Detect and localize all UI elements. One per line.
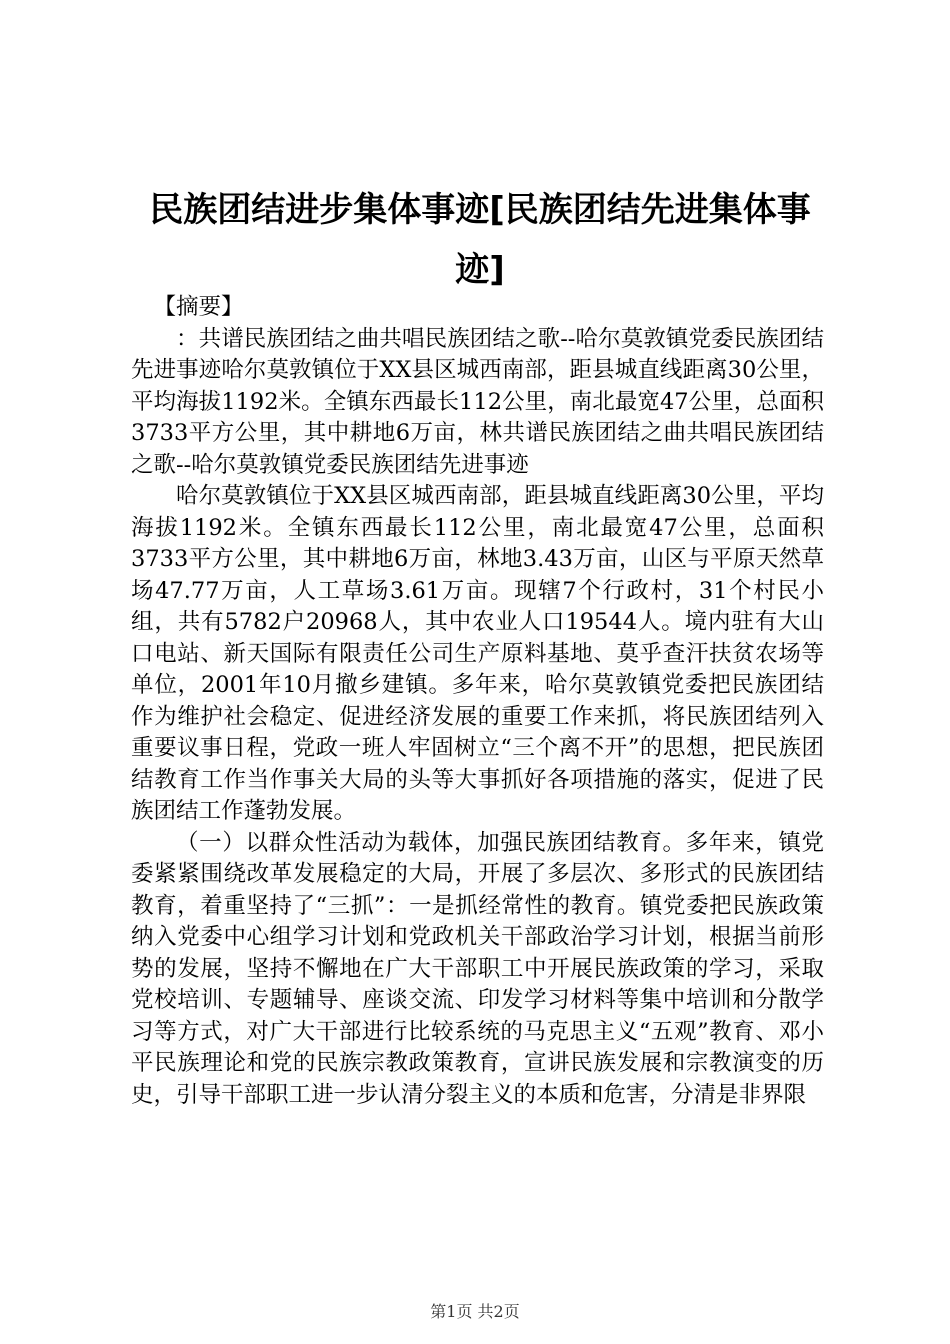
abstract-label: 【摘要】 bbox=[153, 294, 244, 320]
abstract-text: ：共谱民族团结之曲共唱民族团结之歌--哈尔莫敦镇党委民族团结先进事迹哈尔莫敦镇位于XX县区城西南部，距县城直线距离30公里，平均海拔1192米。全镇东西最长112公里，南北最宽47公里，总面积3733平方公里，其中耕地6万亩，林共谱民族团结之曲共唱民族团结之歌--哈尔莫敦镇党委民族团结先进事迹 bbox=[131, 325, 824, 478]
document-title: 民族团结进步集体事迹[民族团结先进集体事迹] bbox=[149, 190, 811, 290]
page-footer: 第1页 共2页 bbox=[430, 1302, 520, 1321]
document-body bbox=[131, 292, 824, 1111]
paragraph-2: （一）以群众性活动为载体，加强民族团结教育。多年来，镇党委紧紧围绕改革发展稳定的大局，开展了多层次、多形式的民族团结教育，着重坚持了“三抓”：一是抓经常性的教育。镇党委把民族政策纳入党委中心组学习计划和党政机关干部政治学习计划，根据当前形势的发展，坚持不懈地在广大干部职工中开展民族政策的学习，采取党校培训、专题辅导、座谈交流、印发学习材料等集中培训和分散学习等方式，对广大干部进行比较系统的马克思主义“五观”教育、邓小平民族理论和党的民族宗教政策教育，宣讲民族发展和宗教演变的历史，引导干部职工进一步认清分裂主义的本质和危害，分清是非界限 bbox=[131, 829, 824, 1108]
paragraph-1: 哈尔莫敦镇位于XX县区城西南部，距县城直线距离30公里，平均海拔1192米。全镇东西最长112公里，南北最宽47公里，总面积3733平方公里，其中耕地6万亩，林地3.43万亩，山区与平原天然草场47.77万亩，人工草场3.61万亩。现辖7个行政村，31个村民小组，共有5782户20968人，其中农业人口19544人。境内驻有大山口电站、新天国际有限责任公司生产原料基地、莫乎查汗扶贫农场等单位，2001年10月撤乡建镇。多年来，哈尔莫敦镇党委把民族团结作为维护社会稳定、促进经济发展的重要工作来抓，将民族团结列入重要议事日程，党政一班人牢固树立“三个离不开”的思想，把民族团结教育工作当作事关大局的头等大事抓好各项措施的落实，促进了民族团结工作蓬勃发展。 bbox=[131, 483, 824, 824]
